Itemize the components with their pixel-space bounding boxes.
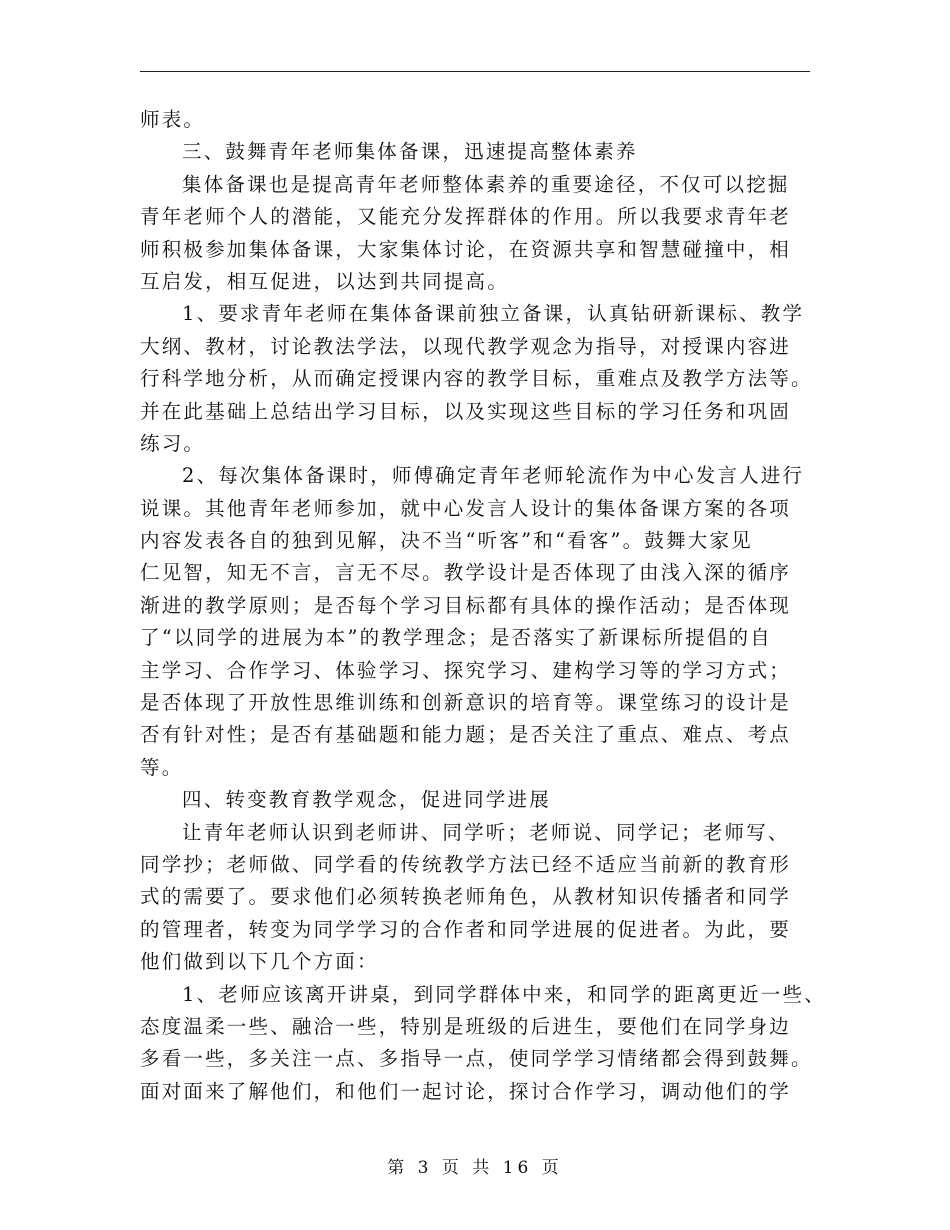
text-line: 渐进的教学原则；是否每个学习目标都有具体的操作活动；是否体现 xyxy=(140,593,792,617)
text-line: 式的需要了。要求他们必须转换老师角色，从教材知识传播者和同学 xyxy=(140,885,792,909)
page-footer: 第 3 页 共 16 页 xyxy=(387,1158,563,1178)
text-line: 多看一些，多关注一点、多指导一点，使同学学习情绪都会得到鼓舞。 xyxy=(140,1047,813,1071)
text-line: 四、转变教育教学观念，促进同学进展 xyxy=(182,788,551,812)
text-line: 了“以同学的进展为本”的教学理念；是否落实了新课标所提倡的自 xyxy=(140,626,772,650)
text-line: 同学抄；老师做、同学看的传统教学方法已经不适应当前新的教育形 xyxy=(140,852,792,876)
text-line: 互启发，相互促进，以达到共同提高。 xyxy=(140,269,509,293)
text-line: 师表。 xyxy=(140,108,206,131)
text-line: 是否体现了开放性思维训练和创新意识的培育等。课堂练习的设计是 xyxy=(140,691,792,715)
text-line: 行科学地分析，从而确定授课内容的教学目标，重难点及教学方法等。 xyxy=(140,367,813,391)
text-line: 练习。 xyxy=(140,431,206,455)
text-line: 主学习、合作学习、体验学习、探究学习、建构学习等的学习方式； xyxy=(140,658,792,682)
text-line: 面对面来了解他们，和他们一起讨论，探讨合作学习，调动他们的学 xyxy=(140,1079,792,1103)
text-line: 青年老师个人的潜能，又能充分发挥群体的作用。所以我要求青年老 xyxy=(140,205,792,229)
text-line: 师积极参加集体备课，大家集体讨论，在资源共享和智慧碰撞中，相 xyxy=(140,237,792,261)
text-line: 大纲、教材，讨论教法学法，以现代教学观念为指导，对授课内容进 xyxy=(140,334,792,358)
text-line: 让青年老师认识到老师讲、同学听；老师说、同学记；老师写、 xyxy=(182,820,790,844)
text-line: 他们做到以下几个方面： xyxy=(140,950,379,974)
text-line: 仁见智，知无不言，言无不尽。教学设计是否体现了由浅入深的循序 xyxy=(140,561,792,585)
text-line: 并在此基础上总结出学习目标，以及实现这些目标的学习任务和巩固 xyxy=(140,399,792,423)
text-line: 等。 xyxy=(140,755,184,779)
text-line: 态度温柔一些、融洽一些，特别是班级的后进生，要他们在同学身边 xyxy=(140,1014,792,1038)
text-line: 说课。其他青年老师参加，就中心发言人设计的集体备课方案的各项 xyxy=(140,496,792,520)
text-line: 三、鼓舞青年老师集体备课，迅速提高整体素养 xyxy=(182,140,638,164)
text-line: 1、老师应该离开讲桌，到同学群体中来，和同学的距离更近一些、 xyxy=(182,982,826,1006)
text-line: 内容发表各自的独到见解，决不当“听客”和“看客”。鼓舞大家见 xyxy=(140,529,753,553)
text-line: 集体备课也是提高青年老师整体素养的重要途径，不仅可以挖掘 xyxy=(182,172,790,196)
text-line: 否有针对性；是否有基础题和能力题；是否关注了重点、难点、考点 xyxy=(140,723,792,747)
header-rule xyxy=(140,71,810,72)
document-body xyxy=(140,104,830,1108)
text-line: 2、每次集体备课时，师傅确定青年老师轮流作为中心发言人进行 xyxy=(182,464,805,488)
text-line: 的管理者，转变为同学学习的合作者和同学进展的促进者。为此，要 xyxy=(140,917,792,941)
text-line: 1、要求青年老师在集体备课前独立备课，认真钻研新课标、教学 xyxy=(182,302,805,326)
